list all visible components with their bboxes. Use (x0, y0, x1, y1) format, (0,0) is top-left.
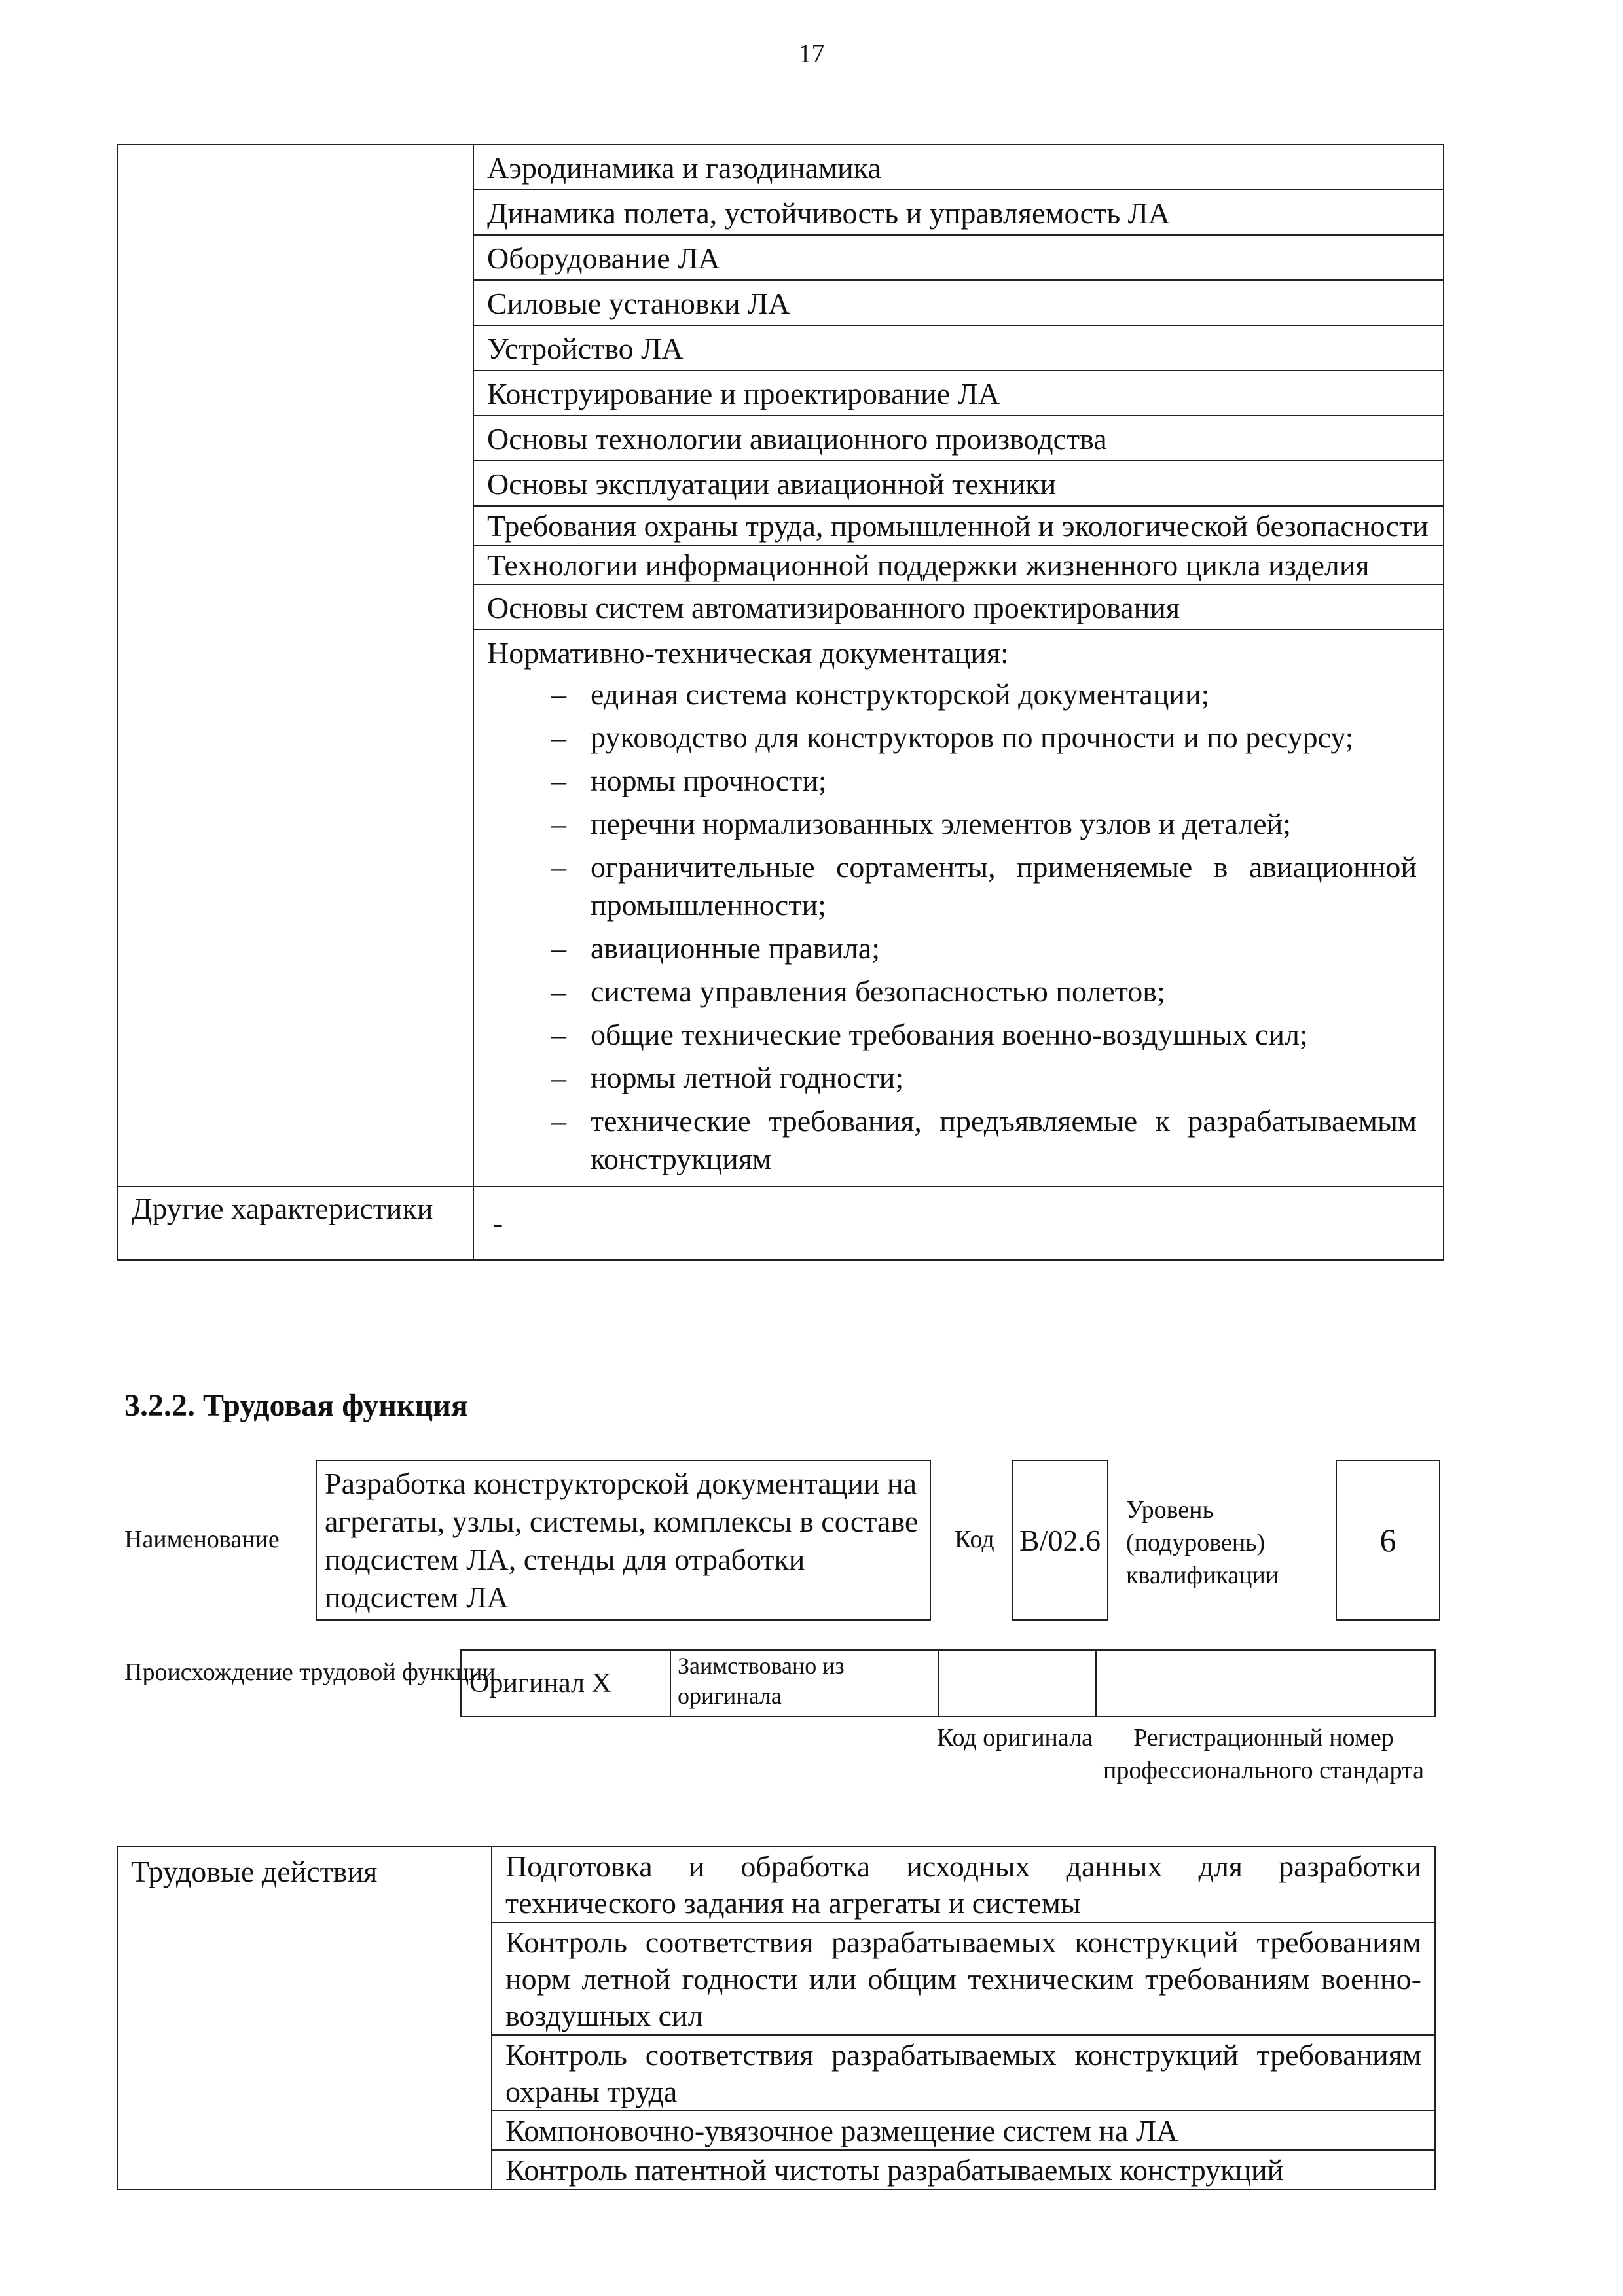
knowledge-item: Требования охраны труда, промышленной и экологической безопасности (474, 507, 1443, 546)
labor-action-item: Компоновочно-увязочное размещение систем на ЛА (492, 2111, 1434, 2151)
original-code-caption: Код оригинала (937, 1724, 1093, 1751)
normative-bullet: – ограничительные сортаменты, применяемые в авиационной промышленности; (500, 848, 1417, 924)
labor-action-item: Подготовка и обработка исходных данных для разработки технического задания на агрегаты и системы (492, 1847, 1434, 1923)
labor-action-item: Контроль патентной чистоты разрабатываемых конструкций (505, 2153, 1284, 2187)
labor-actions-list (492, 1846, 1435, 2189)
knowledge-table (117, 144, 1444, 1261)
labor-actions-table (117, 1846, 1436, 2190)
labor-actions-label: Трудовые действия (117, 1846, 492, 2189)
code-label: Код (955, 1526, 994, 1553)
normative-bullet: – авиационные правила; (500, 929, 1417, 967)
registration-caption: Регистрационный номер профессионального стандарта (1103, 1724, 1424, 1784)
original-cell: Оригинал X (461, 1650, 670, 1717)
knowledge-item: Основы систем автоматизированного проектирования (474, 585, 1443, 630)
origin-table (460, 1649, 1436, 1717)
normative-block (474, 630, 1443, 1186)
level-box: 6 (1336, 1460, 1440, 1621)
knowledge-item: Аэродинамика и газодинамика (474, 145, 1443, 190)
section-heading: 3.2.2. Трудовая функция (124, 1388, 468, 1423)
normative-bullet: – руководство для конструкторов по прочности и по ресурсу; (500, 719, 1417, 757)
normative-bullet: – общие технические требования военно-воздушных сил; (500, 1016, 1417, 1054)
original-code-cell (939, 1650, 1096, 1717)
empty-label-cell (117, 145, 473, 1187)
normative-title: Нормативно-техническая документация: (487, 636, 1009, 670)
level-label: Уровень (подуровень) квалификации (1126, 1496, 1279, 1589)
other-label-text: Другие характеристики (132, 1192, 433, 1225)
knowledge-item: Силовые установки ЛА (474, 281, 1443, 326)
normative-bullet: – нормы летной годности; (500, 1059, 1417, 1097)
normative-bullet: – перечни нормализованных элементов узлов и деталей; (500, 805, 1417, 843)
knowledge-item: Устройство ЛА (474, 326, 1443, 371)
knowledge-item: Динамика полета, устойчивость и управляемость ЛА (474, 190, 1443, 236)
other-characteristics-value (473, 1187, 1444, 1260)
normative-bullet: – нормы прочности; (500, 762, 1417, 800)
normative-bullet: – единая система конструкторской документации; (500, 675, 1417, 713)
code-box: B/02.6 (1012, 1460, 1108, 1621)
normative-bullet: – система управления безопасностью полетов; (500, 973, 1417, 1011)
labor-action-item: Контроль соответствия разрабатываемых конструкций требованиям норм летной годности или общим техническим требованиям военно-воздушных сил (492, 1923, 1434, 2036)
knowledge-item: Основы технологии авиационного производства (474, 416, 1443, 461)
knowledge-item: Основы эксплуатации авиационной техники (474, 461, 1443, 507)
other-value-text: - (493, 1206, 503, 1240)
knowledge-item: Оборудование ЛА (474, 236, 1443, 281)
other-characteristics-label (117, 1187, 473, 1260)
labor-action-item: Контроль соответствия разрабатываемых конструкций требованиям охраны труда (492, 2036, 1434, 2111)
registration-number-cell (1096, 1650, 1435, 1717)
function-name-box: Разработка конструкторской документации на агрегаты, узлы, системы, комплексы в составе подсистем ЛА, стенды для отработки подсистем ЛА (316, 1460, 931, 1621)
normative-bullet: – технические требования, предъявляемые к разрабатываемым конструкциям (500, 1102, 1417, 1178)
knowledge-item: Конструирование и проектирование ЛА (474, 371, 1443, 416)
name-label: Наименование (124, 1526, 280, 1553)
knowledge-item: Технологии информационной поддержки жизненного цикла изделия (474, 546, 1443, 585)
borrowed-cell: Заимствовано из оригинала (670, 1650, 939, 1717)
normative-list (487, 675, 1430, 1178)
origin-label: Происхождение трудовой функции (124, 1659, 496, 1686)
knowledge-list-cell (473, 145, 1444, 1187)
page-number: 17 (798, 39, 825, 68)
